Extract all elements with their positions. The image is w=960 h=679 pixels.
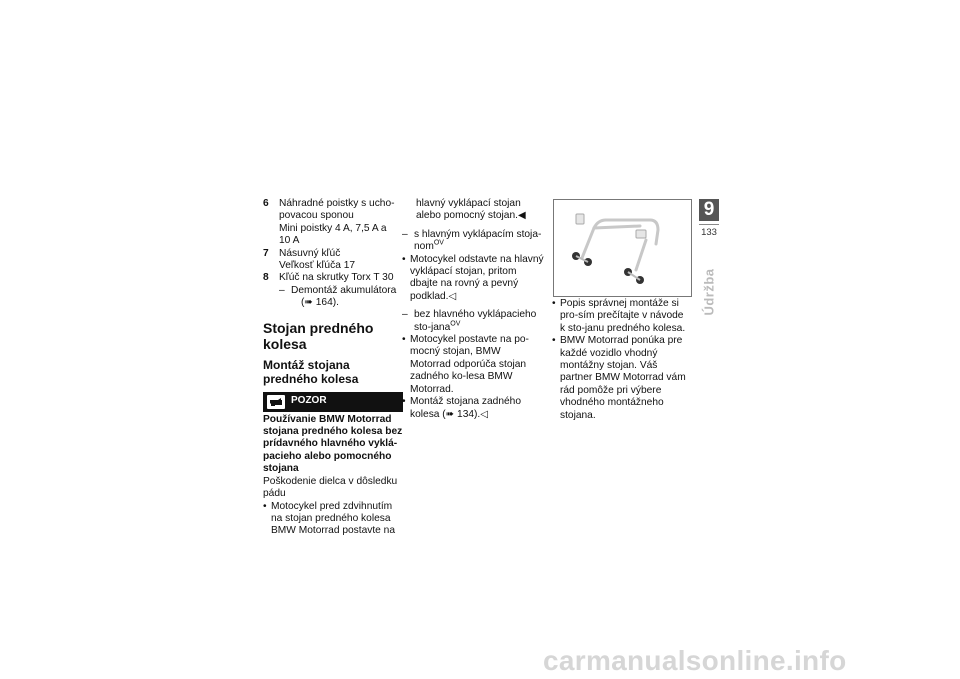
caution-banner (263, 392, 403, 412)
list-item (402, 334, 544, 396)
list-item (402, 254, 544, 304)
bullet-icon: • (552, 298, 556, 309)
bullet-text: Motocykel odstavte na hlavný vyklápací stojan, pritom dbajte na rovný a pevný podklad.◁ (410, 253, 544, 302)
item-number: 6 (263, 198, 269, 209)
warning-title: Používanie BMW Motorrad stojana predného kolesa bez prídavného hlavného vyklá-pacieho alebo pomocného stojana (263, 413, 403, 475)
dash-item (402, 229, 544, 254)
bullet-text: Motocykel pred zdvihnutím na stojan predného kolesa BMW Motorrad postavte na (271, 500, 395, 537)
option-superscript: OV (450, 320, 461, 328)
list-item (402, 396, 544, 421)
watermark: carmanualsonline.info (543, 645, 847, 676)
dash-icon: – (402, 309, 408, 321)
column-1 (263, 198, 403, 538)
list-item-6 (263, 198, 403, 248)
page-reference[interactable]: (➠ 164). (301, 297, 339, 309)
dash-text: Demontáž akumulátora (➠ 164). (291, 284, 397, 309)
continued-text: hlavný vyklápací stojan alebo pomocný stojan.◀ (416, 198, 526, 222)
list-item-8 (263, 272, 403, 284)
item-number: 7 (263, 247, 269, 259)
list-item (263, 501, 403, 538)
item-number: 8 (263, 272, 269, 284)
section-heading: Stojan predného kolesa (263, 319, 374, 352)
list-item (552, 335, 690, 422)
section-title: Údržba (701, 268, 717, 316)
bullet-text: Motocykel postavte na po-mocný stojan, BMW Motorrad odporúča stojan zadného ko-lesa BMW Motorrad. (410, 334, 529, 395)
column-3 (552, 298, 690, 422)
item-text: Náhradné poistky s ucho- povacou sponou Mini poistky 4 A, 7,5 A a 10 A (279, 198, 395, 247)
front-wheel-stand-image (553, 199, 692, 297)
dash-icon: – (279, 284, 285, 296)
dash-item (263, 285, 403, 310)
bullet-text: Montáž stojana zadného kolesa (➠ 134).◁ (410, 396, 522, 420)
bullet-text: BMW Motorrad ponúka pre každé vozidlo vhodný montážny stojan. Váš partner BMW Motorrad vám rád pomôže pri výbere vhodného montážneho stojana. (560, 335, 686, 421)
bullet-icon: • (552, 335, 556, 347)
hand-warning-icon (267, 395, 285, 409)
chapter-tab (699, 199, 719, 239)
option-superscript: OV (433, 239, 444, 247)
warning-text: Poškodenie dielca v dôsledku pádu (263, 475, 398, 500)
dash-item (402, 309, 544, 334)
chapter-number: 9 (699, 199, 719, 221)
column-2 (402, 198, 544, 421)
bullet-icon: • (263, 500, 267, 512)
caution-label: POZOR (291, 395, 327, 407)
section-side-label (699, 262, 719, 322)
dash-text: bez hlavného vyklápacieho sto-jana (414, 309, 537, 333)
subsection-heading: Montáž stojana predného kolesa (263, 357, 359, 386)
bullet-text: Popis správnej montáže si pro-sím prečítajte v návode k sto-janu predného kolesa. (560, 298, 686, 334)
bullet-icon: • (402, 253, 406, 265)
page-number: 133 (699, 224, 719, 239)
dash-text: s hlavným vyklápacím stoja-nom (414, 228, 542, 253)
item-text: Násuvný kľúč Veľkosť kľúča 17 (279, 247, 356, 272)
list-item (552, 298, 690, 335)
dash-icon: – (402, 228, 408, 240)
bullet-icon: • (402, 334, 406, 346)
item-text: Kľúč na skrutky Torx T 30 (279, 272, 394, 284)
bullet-icon: • (402, 396, 406, 408)
list-item-7 (263, 248, 403, 273)
